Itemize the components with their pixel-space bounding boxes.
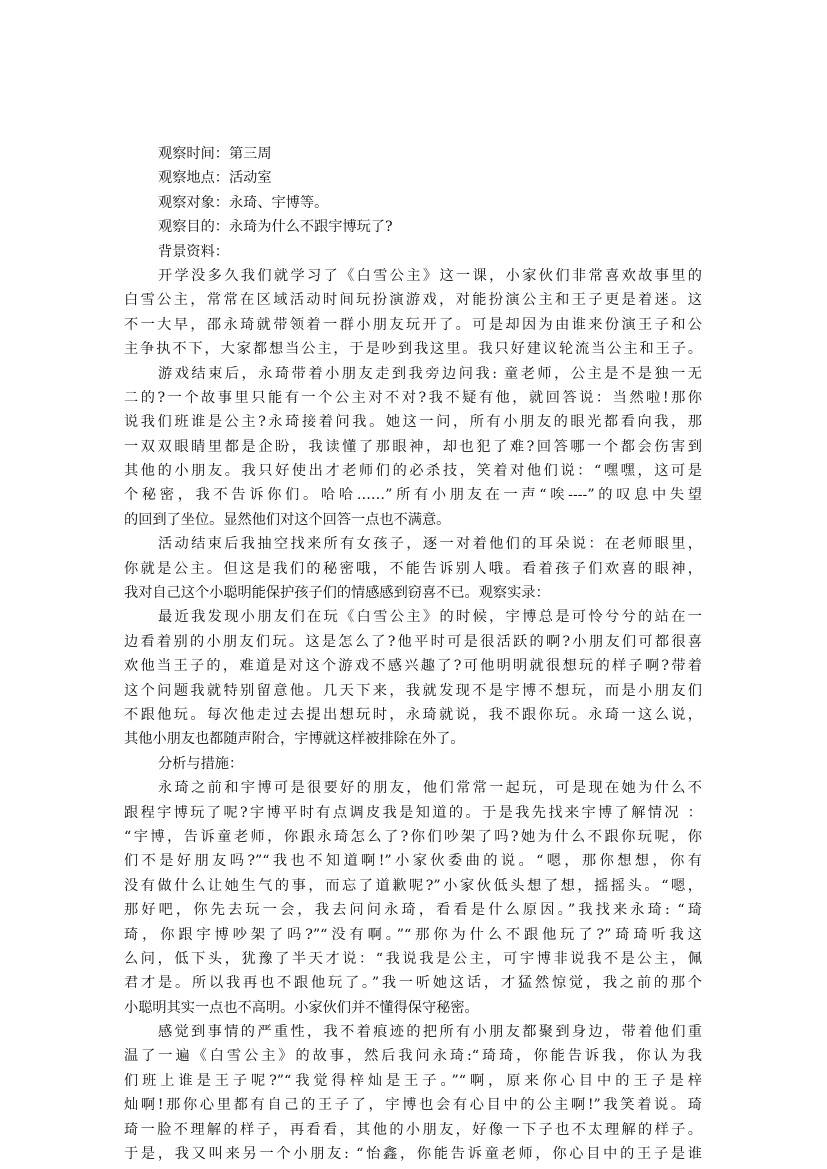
meta-purpose <box>124 215 702 239</box>
text-line: 感觉到事情的严重性，我不着痕迹的把所有小朋友都聚到身边，带着他们重 <box>158 1024 702 1041</box>
text-line: 游戏结束后，永琦带着小朋友走到我旁边问我: 童老师，公主是不是独一无 <box>158 365 702 382</box>
text-line: 这个问题我就特别留意他。几天下来，我就发现不是宇博不想玩，而是小朋友们 <box>124 682 702 699</box>
meta-value: 永琦、宇博等。 <box>228 194 329 211</box>
section-heading: 分析与措施： <box>158 755 244 772</box>
text-line: 们班上谁是王子呢?”“我觉得梓灿是王子。”“啊，原来你心目中的王子是梓 <box>124 1072 702 1089</box>
document-page <box>124 142 702 1166</box>
text-line: 一双双眼睛里都是企盼，我读懂了那眼神，却也犯了难?回答哪一个都会伤害到 <box>124 438 702 455</box>
text-line: 说我们班谁是公主?永琦接着问我。她这一问，所有小朋友的眼光都看向我，那 <box>124 414 702 431</box>
meta-label: 观察时间： <box>158 146 229 162</box>
text-line: 白雪公主，常常在区域活动时间玩扮演游戏，对能扮演公主和王子更是着迷。这 <box>124 292 702 309</box>
meta-subject <box>124 191 702 215</box>
text-line: 个秘密，我不告诉你们。哈哈……”所有小朋友在一声“唉----”的叹息中失望 <box>124 487 702 504</box>
text-line: 不跟他玩。每次他走过去提出想玩时，永琦就说，我不跟你玩。永琦一这么说， <box>124 706 702 723</box>
meta-time <box>124 142 702 166</box>
meta-place <box>124 166 702 190</box>
text-line: 琦，你跟宇博吵架了吗?”“没有啊。”“那你为什么不跟他玩了?”琦琦听我这 <box>124 926 702 943</box>
text-line: 主争执不下，大家都想当公主，于是吵到我这里。我只好建议轮流当公主和王子。 <box>124 341 702 358</box>
text-line: 最近我发现小朋友们在玩《白雪公主》的时候，宇博总是可怜兮兮的站在一 <box>158 609 702 626</box>
meta-value: 第三周 <box>228 146 272 162</box>
meta-label: 观察地点： <box>158 170 229 187</box>
text-line: 开学没多久我们就学习了《白雪公主》这一课，小家伙们非常喜欢故事里的 <box>158 267 702 284</box>
text-line: 于是，我又叫来另一个小朋友: “怡鑫，你能告诉童老师，你心目中的王子是谁 <box>124 1146 702 1163</box>
meta-label: 观察对象： <box>158 194 229 211</box>
background-heading: 背景资料： <box>158 243 229 260</box>
text-line: 你就是公主。但这是我们的秘密哦，不能告诉别人哦。看着孩子们欢喜的眼神， <box>124 560 702 577</box>
text-line: 跟程宇博玩了呢?宇博平时有点调皮我是知道的。于是我先找来宇博了解情况 ： <box>124 804 702 821</box>
text-line: 活动结束后我抽空找来所有女孩子，逐一对着他们的耳朵说：在老师眼里， <box>158 536 702 553</box>
text-line: 么问，低下头，犹豫了半天才说：“我说我是公主，可宇博非说我不是公主，佩 <box>124 950 702 967</box>
text-line: 温了一遍《白雪公主》的故事，然后我问永琦:“琦琦，你能告诉我，你认为我 <box>124 1048 702 1065</box>
text-line: 琦一脸不理解的样子，再看看，其他的小朋友，好像一下子也不太理解的样子。 <box>124 1121 702 1138</box>
text-line: 君才是。所以我再也不跟他玩了。”我一听她这话，才猛然惊觉，我之前的那个 <box>124 975 702 992</box>
text-line: 边看着别的小朋友们玩。这是怎么了?他平时可是很活跃的啊?小朋友们可都很喜 <box>124 633 702 650</box>
text-line: 不一大早，邵永琦就带领着一群小朋友玩开了。可是却因为由谁来份演王子和公 <box>124 316 702 333</box>
meta-label: 观察目的： <box>158 219 229 236</box>
text-line: 灿啊!那你心里都有自己的王子了，宇博也会有心目中的公主啊!”我笑着说。琦 <box>124 1097 702 1114</box>
text-line: 小聪明其实一点也不高明。小家伙们并不懂得保守秘密。 <box>124 999 479 1016</box>
text-line: 那好吧，你先去玩一会，我去问问永琦，看看是什么原因。”我找来永琦: “琦 <box>124 902 702 919</box>
text-line: 的回到了坐位。显然他们对这个回答一点也不满意。 <box>124 511 451 528</box>
text-line: 其他小朋友也都随声附合，宇博就这样被排除在外了。 <box>124 731 465 748</box>
meta-value: 永琦为什么不跟宇博玩了? <box>228 219 393 236</box>
text-line: 其他的小朋友。我只好使出才老师们的必杀技，笑着对他们说：“嘿嘿，这可是 <box>124 463 702 480</box>
text-line: 我对自己这个小聪明能保护孩子们的情感感到窃喜不已。观察实录： <box>124 585 550 602</box>
text-line: 二的?一个故事里只能有一个公主对不对?我不疑有他，就回答说：当然啦!那你 <box>124 389 702 406</box>
text-line: “宇博，告诉童老师，你跟永琦怎么了?你们吵架了吗?她为什么不跟你玩呢，你 <box>124 828 702 845</box>
text-line: 欢他当王子的，难道是对这个游戏不感兴趣了?可他明明就很想玩的样子啊?带着 <box>124 658 702 675</box>
meta-value: 活动室 <box>228 170 272 187</box>
text-line: 们不是好朋友吗?”“我也不知道啊!”小家伙委曲的说。“嗯，那你想想，你有 <box>124 853 702 870</box>
text-line: 没有做什么让她生气的事，而忘了道歉呢?”小家伙低头想了想，摇摇头。“嗯， <box>124 877 702 894</box>
text-line: 永琦之前和宇博可是很要好的朋友，他们常常一起玩，可是现在她为什么不 <box>158 780 702 797</box>
